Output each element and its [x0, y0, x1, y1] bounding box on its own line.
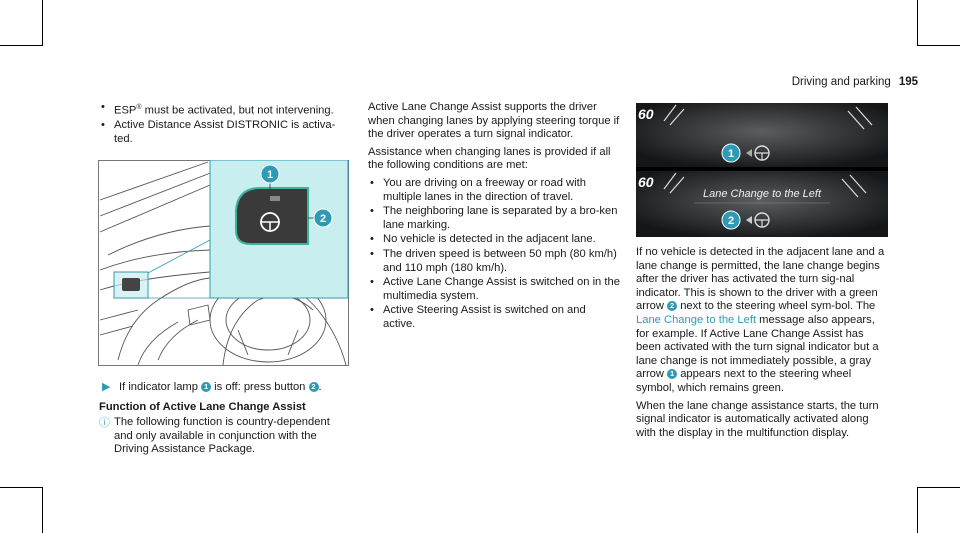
crop-mark: [42, 487, 43, 533]
list-item: • ESP® must be activated, but not intervening.: [99, 101, 351, 118]
crop-mark: [917, 45, 960, 46]
crop-mark: [917, 487, 960, 488]
crop-mark: [0, 487, 43, 488]
crop-mark: [917, 0, 918, 46]
info-icon: ⓘ: [99, 417, 110, 430]
callout-2-inline: 2: [309, 382, 319, 392]
list-item: • You are driving on a freeway or road with multiple lanes in the direction of travel.: [368, 177, 620, 204]
page-number: 195: [898, 76, 918, 88]
list-item: • No vehicle is detected in the adjacent lane.: [368, 233, 620, 247]
section-heading: Function of Active Lane Change Assist: [99, 400, 306, 413]
crop-mark: [0, 45, 43, 46]
instrument-cluster-illustration: [636, 103, 888, 237]
display-message-link: Lane Change to the Left: [636, 313, 757, 326]
paragraph: When the lane change assistance starts, the turn signal indicator is automatically activated along with the display in the multifunction display.: [636, 399, 879, 439]
list-item: • Active Lane Change Assist is switched on in the multimedia system.: [368, 276, 620, 303]
list-item: • Active Steering Assist is switched on and active.: [368, 304, 620, 331]
middle-column: [368, 101, 620, 333]
callout-2: [314, 209, 332, 227]
left-column: [99, 101, 351, 148]
callout-2-inline: 2: [667, 301, 677, 311]
interior-illustration: [98, 160, 349, 366]
svg-text:2: 2: [727, 215, 735, 227]
callout-1: [261, 165, 279, 183]
svg-text:60: 60: [638, 174, 654, 190]
section-title: Driving and parking: [791, 76, 891, 88]
note: ⓘ The following function is country-dependent and only available in conjunction with the Driving Assistance Package.: [99, 416, 330, 456]
running-header: [760, 76, 918, 88]
paragraph: If no vehicle is detected in the adjacent lane and a lane change is permitted, the lane change begins after the driver has activated the turn sig-nal indicator. This is shown to the driver with a green arrow 2 next to the steering wheel sym-bol. The Lane Change to the Left message also appears, for example. If Active Lane Change Assist has been activated with the turn signal indicator but a lane change is not immediately possible, a gray arrow 1 appears next to the steering wheel symbol, which remains green.: [636, 246, 885, 394]
list-item: • Active Distance Assist DISTRONIC is activa-ted.: [99, 119, 351, 146]
paragraph: Active Lane Change Assist supports the driver when changing lanes by applying steering torque if the driver operates a turn signal indicator.: [368, 101, 620, 141]
svg-text:1: 1: [266, 169, 274, 181]
svg-text:2: 2: [319, 213, 327, 225]
cluster-message: Lane Change to the Left: [702, 188, 822, 200]
crop-mark: [917, 487, 918, 533]
right-column: [636, 246, 890, 444]
list-item: • The neighboring lane is separated by a bro-ken lane marking.: [368, 205, 620, 232]
callout-1-inline: 1: [667, 369, 677, 379]
action-arrow-icon: ▶: [102, 381, 111, 393]
callout-2: [722, 211, 740, 229]
action-step: ▶ If indicator lamp 1 is off: press button 2 .: [102, 381, 322, 393]
callout-1: [722, 144, 740, 162]
svg-text:1: 1: [727, 148, 735, 160]
callout-1-inline: 1: [201, 382, 211, 392]
left-column-lower: [99, 381, 351, 457]
crop-mark: [42, 0, 43, 46]
list-item: • The driven speed is between 50 mph (80 km/h) and 110 mph (180 km/h).: [368, 248, 620, 275]
svg-text:60: 60: [638, 106, 654, 122]
paragraph: Assistance when changing lanes is provided if all the following conditions are met:: [368, 145, 611, 172]
